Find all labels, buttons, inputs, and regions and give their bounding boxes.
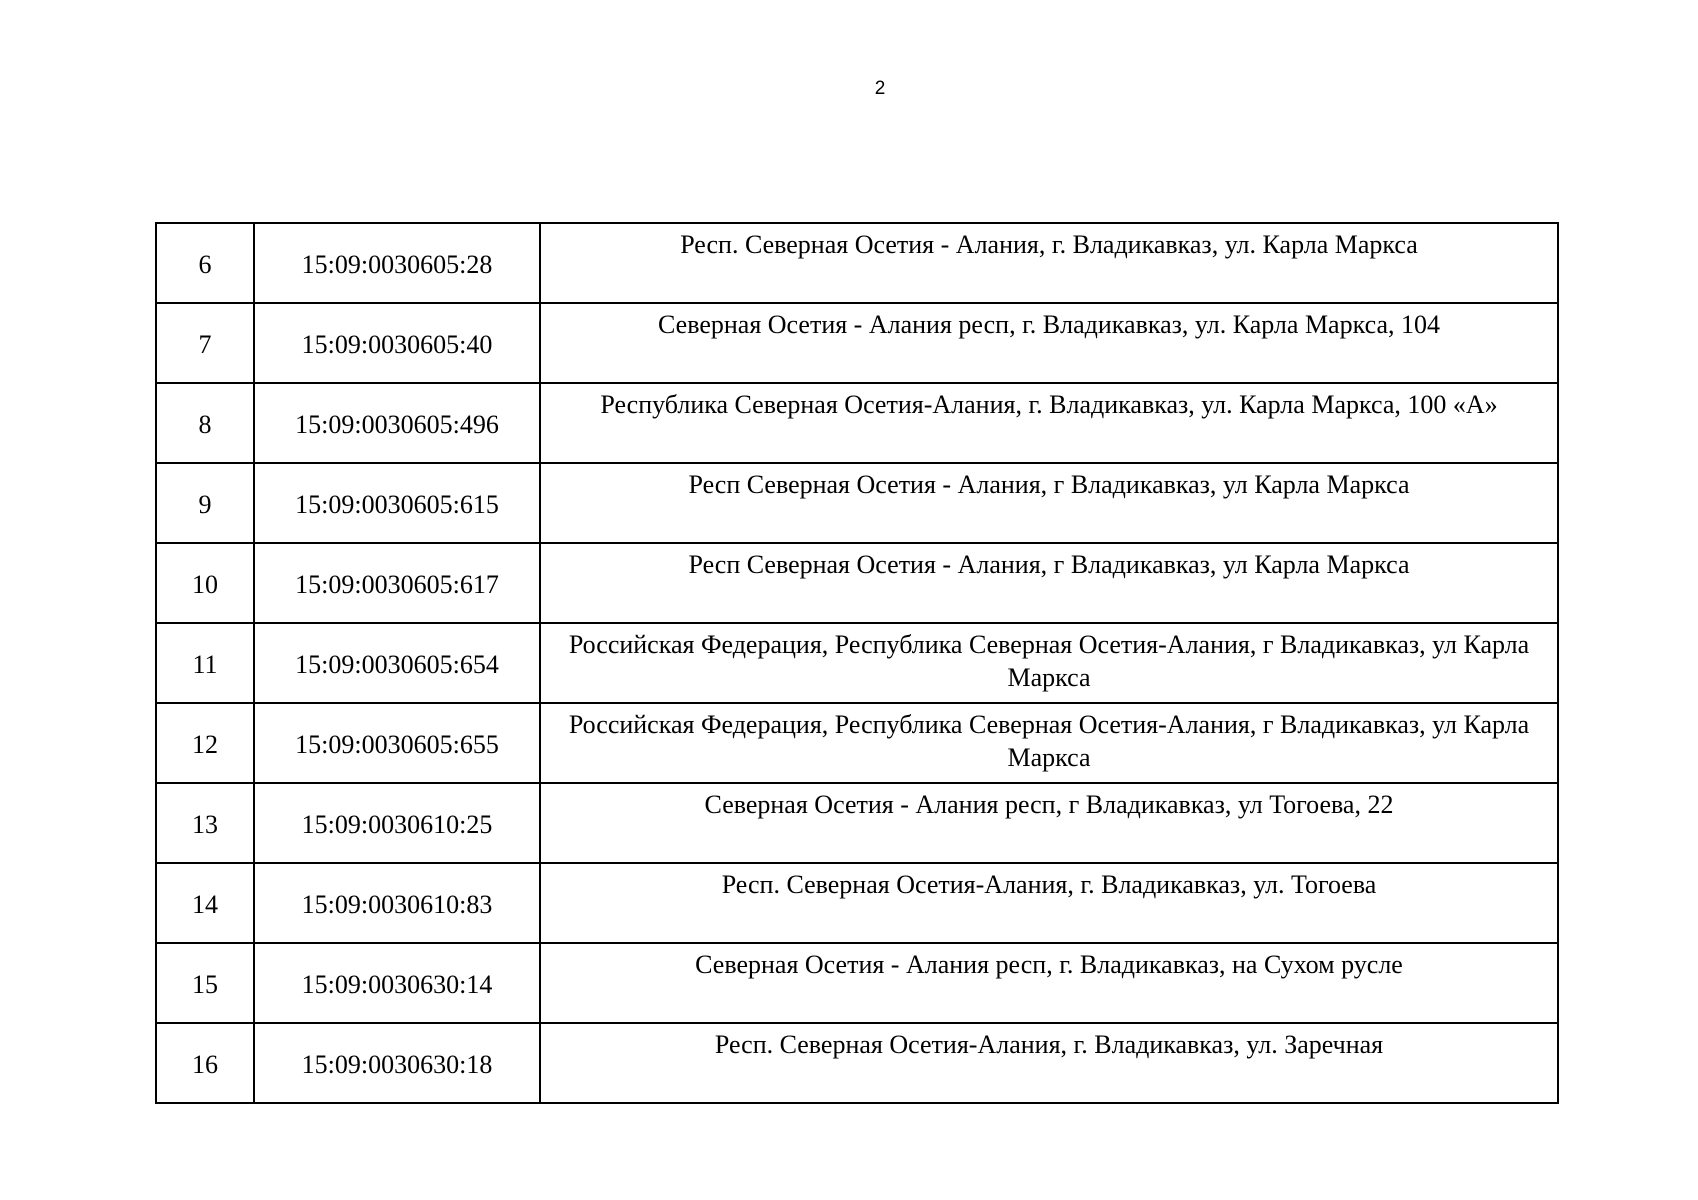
table-row: [156, 783, 1558, 863]
cadastral-number: 15:09:0030630:14: [301, 969, 493, 999]
registry-table: [155, 222, 1559, 1104]
row-number-cell: [156, 623, 254, 703]
row-number: 15: [192, 969, 218, 999]
cadastral-number: 15:09:0030610:83: [301, 889, 493, 919]
address-cell: Северная Осетия - Алания респ, г. Владикавказ, на Сухом русле: [540, 943, 1558, 1023]
row-number-cell: [156, 223, 254, 303]
address-cell: Республика Северная Осетия-Алания, г. Владикавказ, ул. Карла Маркса, 100 «А»: [540, 383, 1558, 463]
address-cell: Российская Федерация, Республика Северная Осетия-Алания, г Владикавказ, ул Карла Маркса: [540, 703, 1558, 783]
address-cell: Респ. Северная Осетия-Алания, г. Владикавказ, ул. Заречная: [540, 1023, 1558, 1103]
registry-table-container: [155, 222, 1559, 1104]
table-row: [156, 543, 1558, 623]
cadastral-number: 15:09:0030605:617: [295, 569, 499, 599]
address-cell: Респ. Северная Осетия-Алания, г. Владикавказ, ул. Тогоева: [540, 863, 1558, 943]
address-cell: Респ Северная Осетия - Алания, г Владикавказ, ул Карла Маркса: [540, 543, 1558, 623]
cadastral-number: 15:09:0030605:40: [301, 329, 493, 359]
table-row: [156, 463, 1558, 543]
row-number-cell: [156, 1023, 254, 1103]
table-row: [156, 383, 1558, 463]
row-number-cell: [156, 703, 254, 783]
row-number: 9: [198, 489, 212, 519]
cadastral-number: 15:09:0030605:28: [301, 249, 493, 279]
table-row: [156, 623, 1558, 703]
cadastral-number-cell: [254, 623, 540, 703]
cadastral-number-cell: [254, 223, 540, 303]
row-number: 12: [192, 729, 218, 759]
row-number-cell: [156, 543, 254, 623]
table-row: [156, 303, 1558, 383]
row-number: 14: [192, 889, 218, 919]
address-cell: Северная Осетия - Алания респ, г. Владикавказ, ул. Карла Маркса, 104: [540, 303, 1558, 383]
table-row: [156, 223, 1558, 303]
cadastral-number-cell: [254, 783, 540, 863]
cadastral-number-cell: [254, 463, 540, 543]
address-cell: Российская Федерация, Республика Северная Осетия-Алания, г Владикавказ, ул Карла Маркса: [540, 623, 1558, 703]
row-number: 13: [192, 809, 218, 839]
cadastral-number: 15:09:0030610:25: [301, 809, 493, 839]
table-row: [156, 1023, 1558, 1103]
address-cell: Респ Северная Осетия - Алания, г Владикавказ, ул Карла Маркса: [540, 463, 1558, 543]
cadastral-number: 15:09:0030605:615: [295, 489, 499, 519]
row-number-cell: [156, 383, 254, 463]
row-number-cell: [156, 783, 254, 863]
cadastral-number: 15:09:0030605:654: [295, 649, 499, 679]
page-number: 2: [874, 78, 886, 99]
address-cell: Северная Осетия - Алания респ, г Владикавказ, ул Тогоева, 22: [540, 783, 1558, 863]
row-number: 16: [192, 1049, 218, 1079]
row-number-cell: [156, 303, 254, 383]
cadastral-number: 15:09:0030605:496: [295, 409, 499, 439]
cadastral-number-cell: [254, 943, 540, 1023]
table-row: [156, 943, 1558, 1023]
cadastral-number-cell: [254, 383, 540, 463]
table-row: [156, 863, 1558, 943]
cadastral-number-cell: [254, 703, 540, 783]
cadastral-number-cell: [254, 303, 540, 383]
cadastral-number-cell: [254, 543, 540, 623]
row-number: 10: [192, 569, 218, 599]
cadastral-number-cell: [254, 1023, 540, 1103]
row-number: 11: [192, 649, 218, 679]
cadastral-number: 15:09:0030605:655: [295, 729, 499, 759]
row-number-cell: [156, 863, 254, 943]
row-number: 7: [198, 329, 212, 359]
row-number-cell: [156, 463, 254, 543]
row-number-cell: [156, 943, 254, 1023]
cadastral-number-cell: [254, 863, 540, 943]
row-number: 6: [198, 249, 212, 279]
row-number: 8: [198, 409, 212, 439]
table-row: [156, 703, 1558, 783]
registry-table-body: [156, 223, 1558, 1103]
address-cell: Респ. Северная Осетия - Алания, г. Владикавказ, ул. Карла Маркса: [540, 223, 1558, 303]
cadastral-number: 15:09:0030630:18: [301, 1049, 493, 1079]
